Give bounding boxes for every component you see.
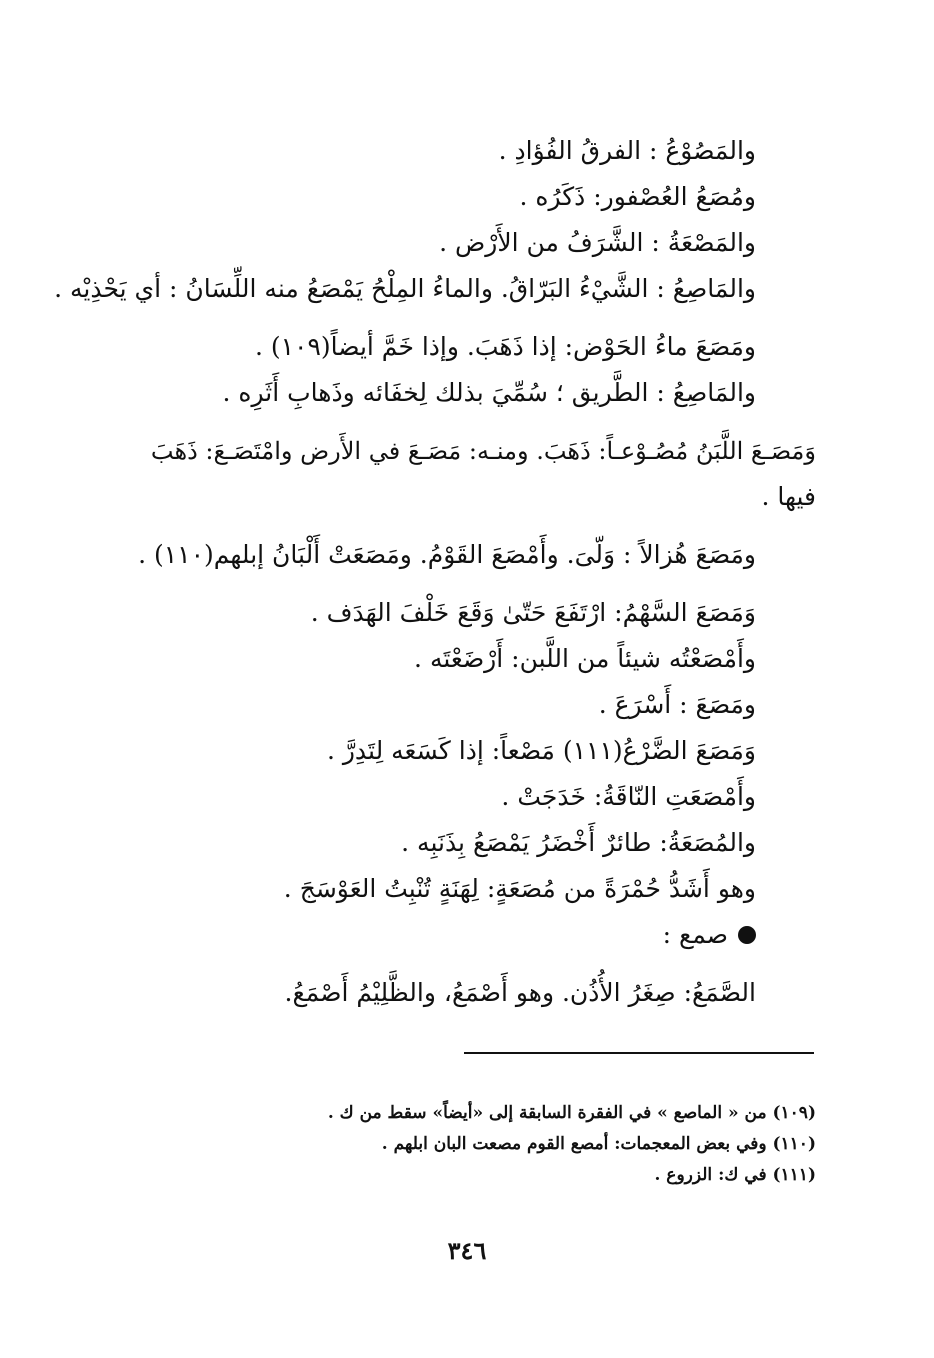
text-line-7: وَمَصَـعَ اللَّبَنُ مُصُـوْعـاً: ذَهَبَ. ومنـه: مَصَـعَ في الأَرض وامْتَصَـعَ: ذَهَبَ <box>150 437 816 465</box>
text-line-6: والمَاصِعُ : الطَّريق ؛ سُمِّيَ بذلك لِخفَائه وذَهابِ أَثَرِه . <box>222 378 756 407</box>
footnote-111: (١١١) في ك: الزروع . <box>654 1165 816 1185</box>
text-line-2: ومُصَعُ العُصْفور: ذَكَرُه . <box>519 182 756 211</box>
entry-heading-label: صمع : <box>662 920 728 949</box>
text-line-16: وهو أَشَدُّ حُمْرَةً من مُصَعَةٍ: لِهَنَةٍ تُنْبِتُ العَوْسَجَ . <box>283 874 756 903</box>
bullet-icon <box>738 926 756 944</box>
text-line-9: ومَصَعَ هُزالاً : وَلّىَ. وأَمْصَعَ القَوْمُ. ومَصَعَتْ أَلْبَانُ إبلهم(١١٠) . <box>138 540 756 569</box>
footnote-110: (١١٠) وفي بعض المعجمات: أمصع القوم مصعت البان ابلهم . <box>381 1134 816 1154</box>
text-line-13: وَمَصَعَ الضَّرْعُ(١١١) مَصْعاً: إذا كَسَعَه لِتَدِرَّ . <box>326 736 756 765</box>
text-line-8: فيها . <box>761 482 816 511</box>
page-number: ٣٤٦ <box>447 1236 487 1265</box>
footnote-109: (١٠٩) من « الماصع » في الفقرة السابقة إلى «أيضاً» سقط من ك . <box>327 1103 816 1123</box>
text-line-last: الصَّمَعُ: صِغَرُ الأُذُن. وهو أَصْمَعُ، والظَّلِيْمُ أَصْمَعُ. <box>284 978 756 1007</box>
text-line-12: ومَصَعَ : أَسْرَعَ . <box>598 690 756 719</box>
text-line-15: والمُصَعَةُ: طائرٌ أَخْضَرُ يَمْصَعُ بِذَنَبِه . <box>401 828 756 857</box>
text-line-10: وَمَصَعَ السَّهْمُ: ارْتَفَعَ حَتّىٰ وَقَعَ خَلْفَ الهَدَف . <box>310 598 756 627</box>
text-line-5: ومَصَعَ ماءُ الحَوْض: إذا ذَهَبَ. وإذا خَمَّ أيضاً(١٠٩) . <box>254 332 756 361</box>
footnote-divider <box>464 1052 814 1054</box>
text-line-4: والمَاصِعُ : الشَّيْءُ البَرّاقُ. والماءُ المِلْحُ يَمْصَعُ منه اللِّسَانُ : أي يَحْذِيْه . <box>54 274 756 303</box>
entry-heading <box>80 912 756 958</box>
main-text <box>54 128 816 1016</box>
text-line-11: وأَمْصَعْتُه شيئاً من اللَّبن: أَرْضَعْتَه . <box>414 644 756 673</box>
footnotes <box>120 1098 816 1191</box>
text-line-1: والمَصُوْعُ : الفرقُ الفُؤادِ . <box>498 136 756 165</box>
text-line-3: والمَصْعَةُ : الشَّرَفُ من الأَرْض . <box>439 228 756 257</box>
text-line-14: وأَمْصَعَتِ النّاقَةُ: خَدَجَتْ . <box>501 782 756 811</box>
